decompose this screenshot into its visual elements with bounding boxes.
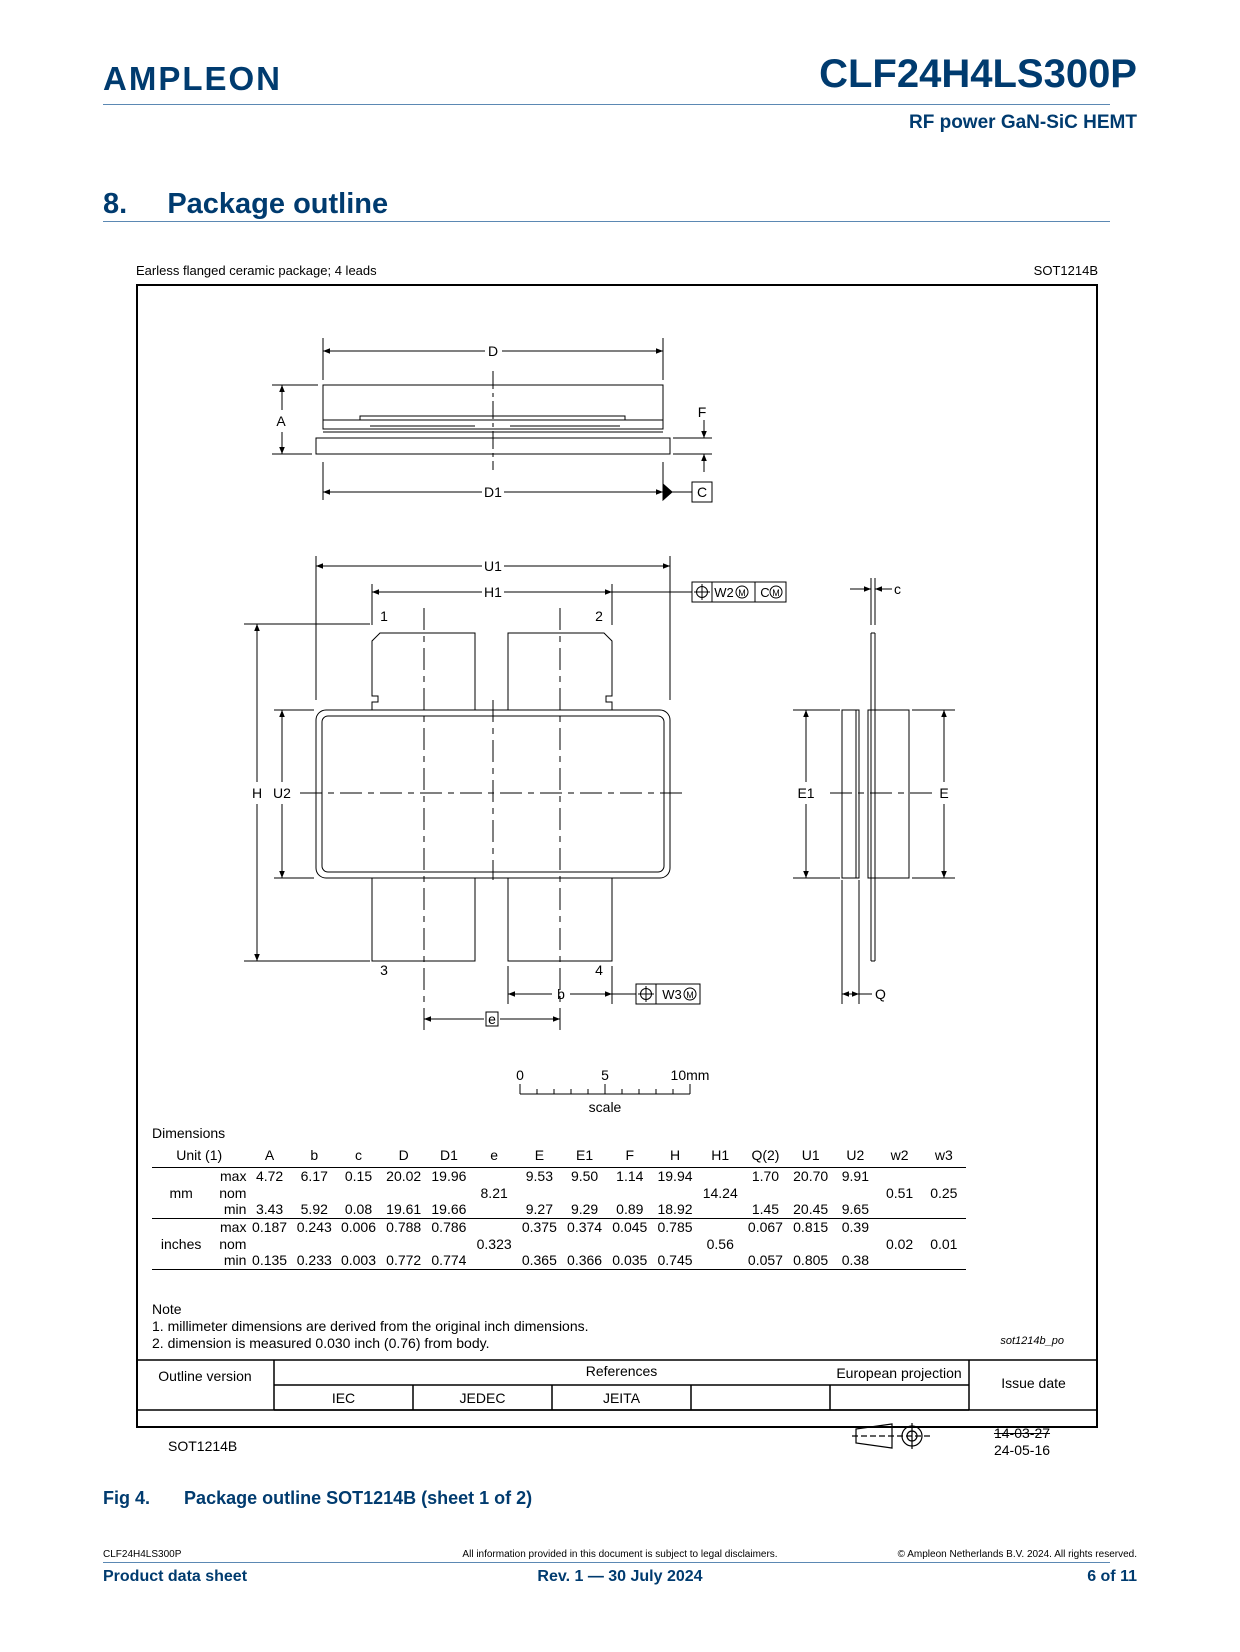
dim-value-cell: 19.94 <box>657 1167 693 1184</box>
dim-label-d: D <box>487 343 499 359</box>
tol-w2-mmc: M <box>738 588 746 598</box>
dim-label-c: c <box>894 581 901 597</box>
dim-value-cell <box>833 1184 877 1201</box>
dim-header-cell: F <box>625 1146 635 1163</box>
side-view-top <box>316 371 670 470</box>
section-number: 8. <box>103 188 128 220</box>
dim-header-cell: Q(2) <box>751 1146 780 1163</box>
dim-value-cell: 18.92 <box>657 1201 693 1218</box>
drawing-id: sot1214b_po <box>1000 1335 1064 1347</box>
dim-value-cell: 19.96 <box>431 1167 467 1184</box>
dim-value-cell: 0.745 <box>657 1252 693 1269</box>
dim-value-cell <box>743 1235 788 1252</box>
dim-value-cell: 1.14 <box>616 1167 644 1184</box>
pin-4-label: 4 <box>595 962 603 978</box>
datum-label-c: C <box>696 484 708 500</box>
dim-label-e-pitch: e <box>488 1011 496 1027</box>
product-title: CLF24H4LS300P <box>819 52 1137 96</box>
dim-value-cell <box>877 1252 921 1269</box>
dim-value-cell <box>833 1235 877 1252</box>
scale-bar <box>520 1084 690 1094</box>
dim-value-cell: 3.43 <box>255 1201 284 1218</box>
pin-2-label: 2 <box>595 608 603 624</box>
dim-value-cell: 0.187 <box>252 1218 288 1235</box>
european-projection-label: European projection <box>836 1365 962 1381</box>
dim-label-u2: U2 <box>273 785 291 801</box>
dim-value-cell <box>877 1218 921 1235</box>
dim-row <box>152 1235 966 1252</box>
dim-value-cell: 0.366 <box>567 1252 603 1269</box>
dim-value-cell: 5.92 <box>300 1201 328 1218</box>
dim-row <box>152 1252 966 1269</box>
dim-value-cell: 0.785 <box>657 1218 693 1235</box>
footer-copyright: © Ampleon Netherlands B.V. 2024. All rights reserved. <box>897 1549 1137 1560</box>
dim-value-cell <box>472 1201 517 1218</box>
dim-value-cell: 0.323 <box>476 1235 512 1252</box>
dim-value-cell <box>472 1252 517 1269</box>
section-title: Package outline <box>167 188 389 220</box>
dim-value-cell: 0.374 <box>567 1218 603 1235</box>
dim-value-cell: 0.006 <box>340 1218 376 1235</box>
dim-row <box>152 1167 966 1184</box>
jeita-label: JEITA <box>602 1390 641 1406</box>
dim-value-cell <box>922 1201 966 1218</box>
package-code: SOT1214B <box>1033 263 1098 278</box>
dim-value-cell <box>472 1218 517 1235</box>
dim-value-cell: 0.02 <box>885 1235 914 1252</box>
dim-value-cell: 9.29 <box>570 1201 599 1218</box>
dim-value-cell: 0.035 <box>612 1252 648 1269</box>
dim-value-cell: 9.27 <box>525 1201 553 1218</box>
figure-label: Fig 4. <box>103 1488 151 1508</box>
dim-value-cell: 0.045 <box>612 1218 648 1235</box>
dim-row <box>152 1184 966 1201</box>
dim-value-cell: 4.72 <box>255 1167 284 1184</box>
dim-value-cell: 0.15 <box>344 1167 373 1184</box>
dim-value-cell: 0.067 <box>747 1218 783 1235</box>
dim-value-cell: 6.17 <box>300 1167 328 1184</box>
dim-value-cell: 19.61 <box>386 1201 422 1218</box>
dim-label-f: F <box>697 404 707 420</box>
dim-value-cell: 8.21 <box>480 1184 508 1201</box>
dim-value-cell <box>517 1235 562 1252</box>
dim-header-cell: w2 <box>890 1146 909 1163</box>
figure-caption <box>103 1488 532 1509</box>
dim-value-cell <box>922 1252 966 1269</box>
pin-1-label: 1 <box>380 608 388 624</box>
issue-date-label: Issue date <box>1001 1375 1066 1391</box>
dim-row-label: max <box>220 1218 247 1235</box>
dim-value-cell <box>922 1218 966 1235</box>
dim-value-cell <box>788 1184 833 1201</box>
references-label: References <box>585 1363 658 1379</box>
dim-value-cell <box>517 1184 562 1201</box>
dim-row-label: min <box>223 1201 247 1218</box>
dim-value-cell <box>426 1235 471 1252</box>
outline-version-value: SOT1214B <box>168 1438 238 1454</box>
dim-value-cell <box>652 1184 697 1201</box>
dim-value-cell <box>607 1184 652 1201</box>
dim-value-cell <box>246 1235 292 1252</box>
dim-value-cell: 14.24 <box>702 1184 738 1201</box>
company-logo: AMPLEON <box>103 60 282 97</box>
dim-value-cell <box>877 1201 921 1218</box>
dim-value-cell <box>562 1184 607 1201</box>
dim-value-cell: 0.25 <box>930 1184 958 1201</box>
dim-value-cell: 20.70 <box>793 1167 829 1184</box>
issue-date-old: 14-03-27 <box>993 1425 1051 1441</box>
dim-value-cell <box>877 1167 921 1184</box>
dim-header-cell: w3 <box>934 1146 953 1163</box>
notes-block <box>152 1301 589 1352</box>
note-title: Note <box>152 1301 182 1317</box>
dim-value-cell: 1.45 <box>751 1201 780 1218</box>
dim-value-cell <box>246 1184 292 1201</box>
dim-header-cell: E <box>534 1146 545 1163</box>
dim-row-label: nom <box>219 1235 247 1252</box>
dim-header-cell: D1 <box>439 1146 458 1163</box>
dim-value-cell <box>607 1235 652 1252</box>
footer-doc-id: CLF24H4LS300P <box>103 1549 182 1560</box>
footer-doc-type: Product data sheet <box>103 1568 248 1585</box>
tol-w2-datum: C <box>760 585 770 600</box>
note-1: 1. millimeter dimensions are derived from the original inch dimensions. <box>152 1318 589 1334</box>
dim-label-q: Q <box>875 986 886 1002</box>
dim-row <box>152 1201 966 1218</box>
dim-value-cell <box>293 1184 336 1201</box>
dim-value-cell: 0.39 <box>841 1218 869 1235</box>
outline-version-label: Outline version <box>158 1368 252 1384</box>
dim-value-cell <box>652 1235 697 1252</box>
tol-w3-label: W3 <box>662 987 682 1002</box>
dim-label-h1: H1 <box>484 584 502 600</box>
dim-row-label: max <box>220 1167 247 1184</box>
dim-value-cell <box>293 1235 336 1252</box>
dim-value-cell <box>743 1184 788 1201</box>
dim-value-cell <box>698 1201 743 1218</box>
issue-date-current: 24-05-16 <box>993 1442 1051 1458</box>
dim-row-label: nom <box>219 1184 247 1201</box>
scale-five: 5 <box>601 1067 609 1083</box>
dim-header-cell: H <box>669 1146 681 1163</box>
jedec-label: JEDEC <box>459 1390 506 1406</box>
dim-value-cell <box>426 1184 471 1201</box>
dim-label-d1: D1 <box>484 484 502 500</box>
dim-value-cell: 9.65 <box>841 1201 869 1218</box>
dim-value-cell: 9.50 <box>570 1167 599 1184</box>
dim-label-a: A <box>276 413 286 429</box>
dim-value-cell: 0.56 <box>706 1235 734 1252</box>
dim-value-cell: 20.45 <box>793 1201 829 1218</box>
footer-page-number: 6 of 11 <box>1087 1568 1137 1585</box>
dim-value-cell <box>381 1184 426 1201</box>
dim-value-cell: 0.233 <box>296 1252 332 1269</box>
projection-symbol-icon <box>852 1421 932 1451</box>
dim-value-cell: 0.057 <box>747 1252 783 1269</box>
mm-rows <box>152 1167 966 1218</box>
dim-value-cell: 0.01 <box>930 1235 958 1252</box>
dim-header-cell: U2 <box>846 1146 865 1163</box>
footer-divider <box>103 1562 1110 1563</box>
dim-header-row <box>152 1143 966 1167</box>
dim-header-cell: Unit (1) <box>176 1146 223 1163</box>
inch-rows <box>152 1218 966 1269</box>
dim-value-cell <box>698 1167 743 1184</box>
dim-value-cell <box>788 1235 833 1252</box>
dim-value-cell <box>472 1167 517 1184</box>
dim-value-cell <box>922 1167 966 1184</box>
dim-value-cell: 0.89 <box>616 1201 644 1218</box>
dim-value-cell: 0.774 <box>431 1252 467 1269</box>
dim-value-cell: 19.66 <box>431 1201 467 1218</box>
dim-label-e: E <box>939 785 949 801</box>
dim-value-cell: 0.003 <box>340 1252 376 1269</box>
footer-disclaimer: All information provided in this document is subject to legal disclaimers. <box>462 1549 778 1560</box>
dim-header-cell: c <box>354 1146 362 1163</box>
dim-value-cell: 0.51 <box>885 1184 914 1201</box>
footer-revision: Rev. 1 — 30 July 2024 <box>537 1568 703 1585</box>
dim-label-h: H <box>251 785 263 801</box>
dim-value-cell: 0.243 <box>296 1218 332 1235</box>
dim-label-b: b <box>557 986 565 1002</box>
scale-ten: 10mm <box>670 1067 710 1083</box>
dim-value-cell: 0.805 <box>793 1252 829 1269</box>
dim-value-cell <box>562 1235 607 1252</box>
dim-header-cell: A <box>264 1146 275 1163</box>
dim-value-cell <box>381 1235 426 1252</box>
dim-value-cell: 0.772 <box>386 1252 422 1269</box>
dim-value-cell: 0.08 <box>344 1201 373 1218</box>
pin-3-label: 3 <box>380 962 388 978</box>
dim-value-cell <box>336 1235 381 1252</box>
dim-value-cell: 0.375 <box>521 1218 557 1235</box>
dim-value-cell: 0.788 <box>386 1218 422 1235</box>
dim-header-cell: D <box>398 1146 409 1163</box>
plan-view <box>300 608 688 1030</box>
dim-label-u1: U1 <box>484 558 502 574</box>
dim-value-cell: 0.815 <box>793 1218 829 1235</box>
tol-w2-label: W2 <box>714 585 734 600</box>
dim-value-cell: 9.91 <box>841 1167 869 1184</box>
dim-value-cell <box>698 1252 743 1269</box>
tol-w3-mmc: M <box>686 990 694 1000</box>
dimensions-table <box>152 1143 966 1270</box>
dim-unit-cell: inches <box>160 1235 202 1252</box>
dimensions-title: Dimensions <box>152 1125 226 1141</box>
outline-table <box>136 1359 1098 1428</box>
note-2: 2. dimension is measured 0.030 inch (0.76) from body. <box>152 1335 490 1351</box>
dim-value-cell <box>336 1184 381 1201</box>
dim-row <box>152 1218 966 1235</box>
figure-title: Package outline SOT1214B (sheet 1 of 2) <box>184 1488 533 1508</box>
dim-header-cell: e <box>490 1146 499 1163</box>
dim-value-cell: 1.70 <box>751 1167 780 1184</box>
scale-label: scale <box>588 1099 622 1115</box>
side-view-right <box>830 633 936 961</box>
dim-header-cell: E1 <box>576 1146 594 1163</box>
dim-header-cell: b <box>310 1146 319 1163</box>
product-subtitle: RF power GaN-SiC HEMT <box>908 112 1137 133</box>
tol-w2-datum-mmc: M <box>772 588 780 598</box>
package-description: Earless flanged ceramic package; 4 leads <box>136 263 377 278</box>
dim-value-cell: 0.135 <box>252 1252 288 1269</box>
dim-value-cell: 20.02 <box>386 1167 422 1184</box>
scale-zero: 0 <box>516 1067 524 1083</box>
dim-label-e1: E1 <box>797 785 815 801</box>
dim-value-cell <box>698 1218 743 1235</box>
dim-unit-cell: mm <box>169 1184 193 1201</box>
iec-label: IEC <box>331 1390 356 1406</box>
dim-header-cell: H1 <box>711 1146 730 1163</box>
dim-value-cell: 0.786 <box>431 1218 467 1235</box>
dim-value-cell: 0.38 <box>841 1252 869 1269</box>
dim-header-cell: U1 <box>801 1146 820 1163</box>
dim-row-label: min <box>223 1252 247 1269</box>
dim-value-cell: 0.365 <box>521 1252 557 1269</box>
dim-value-cell: 9.53 <box>525 1167 553 1184</box>
